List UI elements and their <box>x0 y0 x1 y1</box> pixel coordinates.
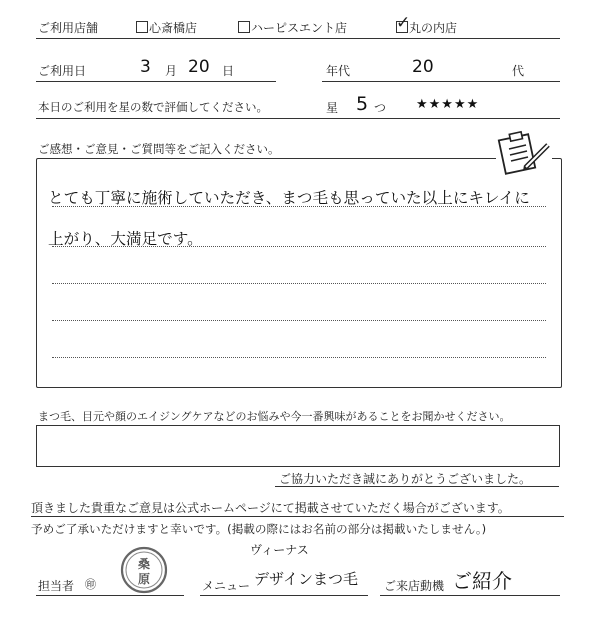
store-option-shinsaibashi[interactable]: 心斎橋店 <box>136 19 197 36</box>
checkmark-icon: ✓ <box>396 13 411 33</box>
month-unit: 月 <box>165 64 178 78</box>
ruled-line <box>52 246 546 247</box>
stamp-text-top: 桑 <box>137 557 151 571</box>
age-value: 20 <box>412 57 434 77</box>
store-option-herbis[interactable]: ハーピスエント店 <box>238 19 347 36</box>
notice-underline <box>31 516 564 517</box>
star-count-unit: つ <box>374 101 387 115</box>
clipboard-pencil-icon <box>496 127 552 175</box>
notice-line-1: 頂きました貴重なご意見は公式ホームページにて掲載させていただく場合がございます。 <box>31 501 510 515</box>
concerns-label: まつ毛、目元や顔のエイジングケアなどのお悩みや今一番興味があることをお聞かせください。 <box>38 410 511 423</box>
rating-stars: ★★★★★ <box>416 97 480 112</box>
thanks-underline <box>275 486 559 487</box>
checkbox-icon <box>136 21 148 33</box>
stamp-text-bottom: 原 <box>137 572 151 586</box>
star-label: 星 <box>326 101 339 115</box>
row-underline <box>36 38 560 39</box>
age-label: 年代 <box>326 64 351 78</box>
checkbox-icon <box>396 13 411 33</box>
menu-label: メニュー <box>202 579 251 593</box>
concerns-box[interactable] <box>36 425 560 467</box>
rating-underline <box>36 118 560 119</box>
day-unit: 日 <box>222 64 235 78</box>
date-label: ご利用日 <box>38 64 87 78</box>
day-value: 20 <box>188 57 210 77</box>
store-option-marunouchi[interactable]: ✓ 丸の内店 <box>396 13 458 35</box>
store-label: ご利用店舗 <box>38 21 99 35</box>
date-underline <box>36 81 276 82</box>
checkbox-icon <box>238 21 250 33</box>
menu-value-line-2: デザインまつ毛 <box>254 570 358 588</box>
rating-prompt: 本日のご利用を星の数で評価してください。 <box>38 100 268 114</box>
ruled-line <box>52 206 546 207</box>
staff-label: 担当者 <box>38 579 75 593</box>
reason-underline <box>380 595 560 596</box>
ruled-line <box>52 320 546 321</box>
comment-line-2: 上がり、大満足です。 <box>48 230 203 248</box>
ruled-line <box>52 357 546 358</box>
age-unit: 代 <box>512 64 525 78</box>
ruled-line <box>52 283 546 284</box>
reason-value: ご紹介 <box>452 569 512 593</box>
seal-icon: ㊞ <box>85 578 96 591</box>
comment-line-1: とても丁寧に施術していただき、まつ毛も思っていた以上にキレイに <box>48 189 530 207</box>
comments-label: ご感想・ご意見・ご質問等をご記入ください。 <box>38 142 280 156</box>
menu-underline <box>200 595 368 596</box>
staff-underline <box>36 595 184 596</box>
reason-label: ご来店動機 <box>384 579 445 593</box>
thanks-text: ご協力いただき誠にありがとうございました。 <box>279 472 532 486</box>
star-count: 5 <box>356 93 369 115</box>
notice-line-2: 予めご了承いただけますと幸いです。(掲載の際にはお名前の部分は掲載いたしません。) <box>31 522 487 536</box>
staff-stamp <box>118 544 170 596</box>
month-value: 3 <box>140 57 151 77</box>
age-underline <box>322 81 560 82</box>
menu-value-line-1: ヴィーナス <box>250 543 309 557</box>
